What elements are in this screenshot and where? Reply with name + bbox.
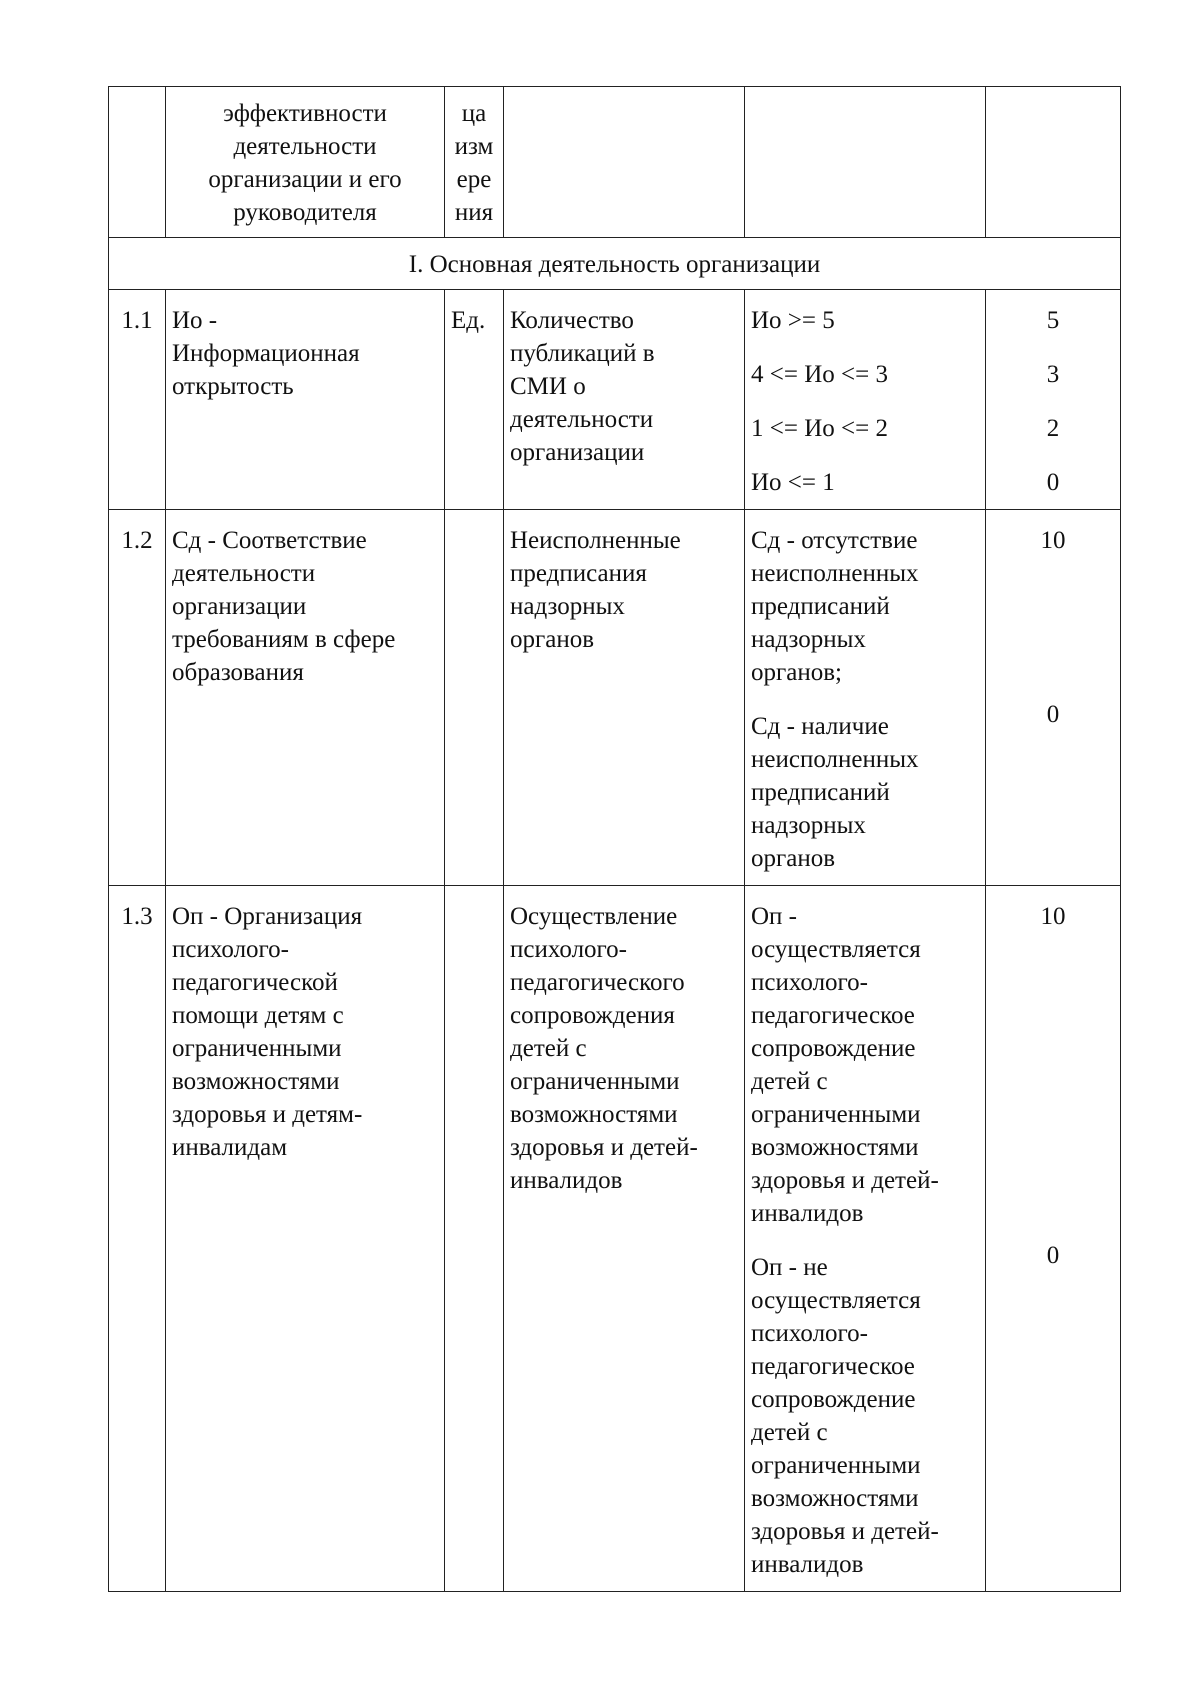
criteria-table bbox=[108, 86, 1121, 1592]
row-unit bbox=[445, 510, 504, 886]
row-number: 1.2 bbox=[109, 510, 166, 886]
row-conditions bbox=[745, 510, 986, 886]
score-value: 5 bbox=[1046, 307, 1060, 334]
header-number-cell bbox=[109, 87, 166, 238]
row-description: Осуществление психолого- педагогического сопровождения детей с ограниченными возможностями здоровья и детей- инвалидов bbox=[504, 886, 745, 1592]
condition-text: 4 <= Ио <= 3 bbox=[751, 361, 888, 388]
table-header-row bbox=[109, 87, 1121, 238]
condition-text: Оп - осуществляется психолого- педагогическое сопровождение детей с ограниченными возможностями здоровья и детей- инвалидов bbox=[751, 903, 939, 1227]
score-value: 10 bbox=[1040, 903, 1066, 930]
condition-text: Ио >= 5 bbox=[751, 307, 835, 334]
header-condition-cell bbox=[745, 87, 986, 238]
row-number: 1.1 bbox=[109, 290, 166, 510]
score-value: 0 bbox=[1046, 469, 1060, 496]
condition-text: 1 <= Ио <= 2 bbox=[751, 415, 888, 442]
condition-text: Сд - наличие неисполненных предписаний надзорных органов bbox=[751, 713, 919, 872]
row-indicator: Ио - Информационная открытость bbox=[166, 290, 445, 510]
row-description: Неисполненные предписания надзорных органов bbox=[504, 510, 745, 886]
row-unit: Ед. bbox=[445, 290, 504, 510]
score-value: 0 bbox=[1046, 1242, 1060, 1269]
score-value: 2 bbox=[1046, 415, 1060, 442]
section-row bbox=[109, 238, 1121, 290]
row-indicator: Оп - Организация психолого- педагогической помощи детям с ограниченными возможностями здоровья и детям- инвалидам bbox=[166, 886, 445, 1592]
condition-text: Сд - отсутствие неисполненных предписаний надзорных органов; bbox=[751, 527, 919, 686]
row-scores bbox=[986, 510, 1121, 886]
row-scores bbox=[986, 886, 1121, 1592]
header-score-cell bbox=[986, 87, 1121, 238]
header-indicator-cell: эффективности деятельности организации и его руководителя bbox=[166, 87, 445, 238]
row-unit bbox=[445, 886, 504, 1592]
section-title: I. Основная деятельность организации bbox=[109, 238, 1121, 290]
header-unit-cell: ца изм ере ния bbox=[445, 87, 504, 238]
row-number: 1.3 bbox=[109, 886, 166, 1592]
row-scores bbox=[986, 290, 1121, 510]
row-conditions bbox=[745, 886, 986, 1592]
score-value: 10 bbox=[1040, 527, 1066, 554]
table-row bbox=[109, 886, 1121, 1592]
row-description: Количество публикаций в СМИ о деятельности организации bbox=[504, 290, 745, 510]
condition-text: Оп - не осуществляется психолого- педагогическое сопровождение детей с ограниченными возможностями здоровья и детей- инвалидов bbox=[751, 1254, 939, 1578]
row-conditions bbox=[745, 290, 986, 510]
table-row bbox=[109, 290, 1121, 510]
row-indicator: Сд - Соответствие деятельности организации требованиям в сфере образования bbox=[166, 510, 445, 886]
condition-text: Ио <= 1 bbox=[751, 469, 835, 496]
header-description-cell bbox=[504, 87, 745, 238]
score-value: 0 bbox=[1046, 701, 1060, 728]
table-row bbox=[109, 510, 1121, 886]
score-value: 3 bbox=[1046, 361, 1060, 388]
